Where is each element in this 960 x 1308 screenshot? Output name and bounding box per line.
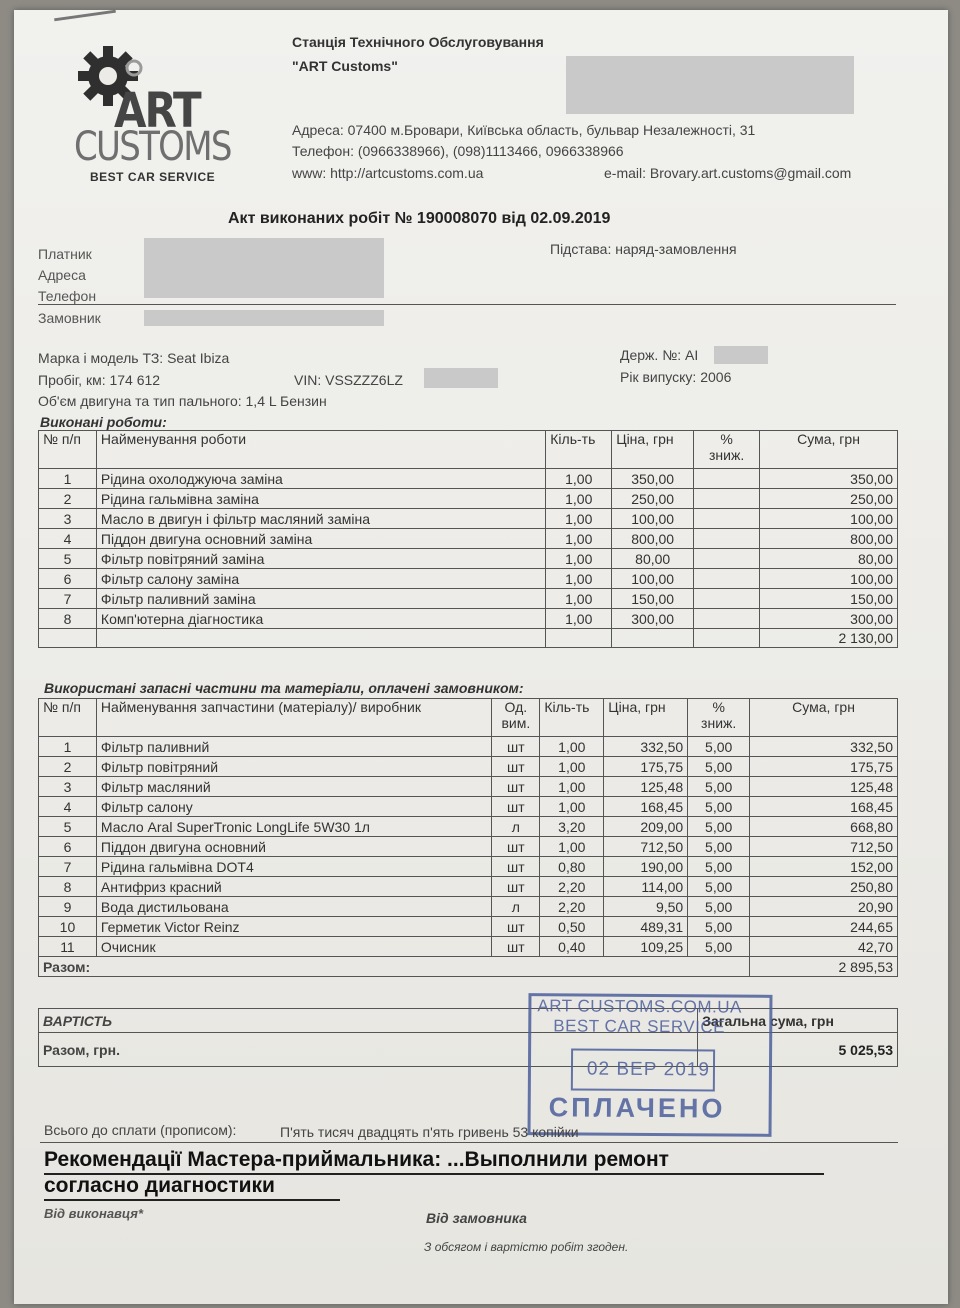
table-cell: 350,00: [612, 469, 694, 489]
table-cell: 114,00: [604, 877, 688, 897]
table-cell: 1,00: [546, 569, 612, 589]
paid-stamp: [528, 993, 773, 1137]
col-header-number: № п/п: [39, 431, 97, 469]
works-total-blank: [39, 629, 97, 648]
table-cell: [694, 549, 760, 569]
table-cell: 80,00: [612, 549, 694, 569]
table-cell: 712,50: [604, 837, 688, 857]
table-cell: 150,00: [760, 589, 898, 609]
table-cell: 1,00: [540, 797, 604, 817]
parts-total-value: 2 895,53: [750, 957, 898, 977]
table-cell: 5,00: [688, 757, 750, 777]
table-cell: 80,00: [760, 549, 898, 569]
table-cell: 100,00: [612, 509, 694, 529]
table-cell: [694, 469, 760, 489]
works-section-title: Виконані роботи:: [40, 414, 167, 430]
table-row: [39, 877, 898, 897]
table-cell: 489,31: [604, 917, 688, 937]
in-words-value: П'ять тисяч двадцять п'ять гривень 53 копійки: [280, 1124, 579, 1140]
table-cell: 175,75: [750, 757, 898, 777]
works-total-blank: [694, 629, 760, 648]
table-cell: 8: [39, 877, 97, 897]
redacted-customer: [144, 310, 384, 326]
table-cell: Рідина гальмівна заміна: [96, 489, 545, 509]
redacted-plate: [714, 346, 768, 364]
company-phone: Телефон: (0966338966), (098)1113466, 0966338966: [292, 143, 624, 159]
table-cell: Масло Aral SuperTronic LongLife 5W30 1л: [96, 817, 491, 837]
table-cell: 125,48: [604, 777, 688, 797]
table-cell: шт: [492, 797, 540, 817]
table-cell: 2,20: [540, 877, 604, 897]
table-row: [39, 917, 898, 937]
table-cell: Комп'ютерна діагностика: [96, 609, 545, 629]
stamp-line2: BEST CAR SERVICE: [553, 1016, 726, 1037]
works-total-row: [39, 629, 898, 648]
table-cell: 152,00: [750, 857, 898, 877]
table-cell: 0,50: [540, 917, 604, 937]
parts-table: [38, 698, 898, 977]
label-phone: Телефон: [38, 288, 97, 304]
col-header-part-name: Найменування запчастини (матеріалу)/ виробник: [96, 699, 491, 737]
table-cell: Фільтр салону: [96, 797, 491, 817]
table-cell: 250,80: [750, 877, 898, 897]
table-cell: 1,00: [546, 549, 612, 569]
table-cell: Очисник: [96, 937, 491, 957]
table-cell: 5,00: [688, 917, 750, 937]
redacted-client: [144, 238, 384, 298]
table-cell: 209,00: [604, 817, 688, 837]
table-cell: 1,00: [546, 469, 612, 489]
company-brand: "ART Customs": [292, 58, 398, 74]
table-cell: Фільтр повітряний заміна: [96, 549, 545, 569]
table-cell: 2: [39, 489, 97, 509]
parts-rows: [39, 737, 898, 957]
stamp-paid: СПЛАЧЕНО: [548, 1092, 726, 1124]
company-name: Станція Технічного Обслуговування: [292, 34, 544, 50]
col-header-unit: [492, 699, 540, 737]
table-cell: 1,00: [546, 589, 612, 609]
table-cell: 1,00: [546, 529, 612, 549]
table-cell: 250,00: [612, 489, 694, 509]
table-cell: [694, 489, 760, 509]
table-cell: 1,00: [540, 777, 604, 797]
logo-tagline: BEST CAR SERVICE: [90, 170, 216, 184]
works-total-blank: [612, 629, 694, 648]
table-cell: [694, 529, 760, 549]
vehicle-mileage: Пробіг, км: 174 612: [38, 372, 161, 388]
col-header-discount: [688, 699, 750, 737]
table-cell: 1,00: [546, 509, 612, 529]
col-header-discount: [694, 431, 760, 469]
table-cell: 0,80: [540, 857, 604, 877]
signature-customer: Від замовника: [426, 1210, 527, 1226]
label-customer: Замовник: [38, 310, 101, 326]
table-cell: 5,00: [688, 857, 750, 877]
company-address: Адреса: 07400 м.Бровари, Київська область, бульвар Незалежності, 31: [292, 122, 756, 138]
table-cell: Піддон двигуна основний заміна: [96, 529, 545, 549]
table-cell: 1,00: [546, 489, 612, 509]
company-email: e-mail: Brovary.art.customs@gmail.com: [604, 165, 852, 181]
label-payer: Платник: [38, 246, 92, 262]
vehicle-plate: Держ. №: AI: [620, 347, 699, 363]
table-cell: 332,50: [604, 737, 688, 757]
table-cell: 800,00: [760, 529, 898, 549]
stamp-date: 02 ВЕР 2019: [586, 1058, 711, 1081]
col-header-price: Ціна, грн: [612, 431, 694, 469]
table-cell: Фільтр салону заміна: [96, 569, 545, 589]
col-header-qty: Кіль-ть: [540, 699, 604, 737]
parts-header-row: [39, 699, 898, 737]
table-cell: Масло в двигун і фільтр масляний заміна: [96, 509, 545, 529]
table-cell: шт: [492, 757, 540, 777]
works-rows: [39, 469, 898, 629]
table-cell: 100,00: [612, 569, 694, 589]
table-cell: 20,90: [750, 897, 898, 917]
col-header-work-name: Найменування роботи: [96, 431, 545, 469]
table-cell: 244,65: [750, 917, 898, 937]
table-cell: 2: [39, 757, 97, 777]
col-header-unit-sub: вим.: [501, 715, 531, 731]
table-cell: 1,00: [540, 737, 604, 757]
recommendation-line1: Рекомендації Мастера-приймальника: ...Выполнили ремонт: [44, 1148, 669, 1171]
table-cell: 250,00: [760, 489, 898, 509]
table-cell: шт: [492, 917, 540, 937]
redacted-vin: [424, 368, 498, 388]
table-cell: Рідина гальмівна DOT4: [96, 857, 491, 877]
table-cell: 0,40: [540, 937, 604, 957]
table-cell: 800,00: [612, 529, 694, 549]
divider-line: [38, 304, 896, 305]
table-row: [39, 937, 898, 957]
table-cell: шт: [492, 737, 540, 757]
table-cell: л: [492, 897, 540, 917]
redacted-block: [566, 56, 854, 114]
table-cell: 4: [39, 529, 97, 549]
table-cell: 5,00: [688, 937, 750, 957]
col-header-sum: Сума, грн: [750, 699, 898, 737]
table-row: [39, 569, 898, 589]
company-website: www: http://artcustoms.com.ua: [292, 165, 484, 181]
table-row: [39, 509, 898, 529]
grand-total-label: Загальна сума, грн: [698, 1009, 898, 1033]
table-cell: 2,20: [540, 897, 604, 917]
col-header-discount-pct: %: [712, 699, 725, 715]
col-header-qty: Кіль-ть: [546, 431, 612, 469]
table-cell: 668,80: [750, 817, 898, 837]
table-cell: 5,00: [688, 737, 750, 757]
table-cell: 5,00: [688, 877, 750, 897]
table-cell: 42,70: [750, 937, 898, 957]
table-cell: 100,00: [760, 509, 898, 529]
vehicle-vin: VIN: VSSZZZ6LZ: [294, 372, 403, 388]
recommendation-underline: [44, 1199, 340, 1201]
table-row: [39, 737, 898, 757]
table-cell: 4: [39, 797, 97, 817]
signature-executor: Від виконавця*: [44, 1206, 144, 1221]
table-row: [39, 897, 898, 917]
vehicle-model: Марка і модель ТЗ: Seat Ibiza: [38, 350, 230, 366]
table-cell: 5,00: [688, 837, 750, 857]
col-header-sum: Сума, грн: [760, 431, 898, 469]
table-cell: 8: [39, 609, 97, 629]
works-total-blank: [96, 629, 545, 648]
table-cell: 10: [39, 917, 97, 937]
table-cell: Піддон двигуна основний: [96, 837, 491, 857]
vehicle-engine: Об'єм двигуна та тип пального: 1,4 L Бензин: [38, 393, 327, 409]
table-row: [39, 489, 898, 509]
table-cell: 190,00: [604, 857, 688, 877]
table-row: [39, 529, 898, 549]
table-cell: 3: [39, 777, 97, 797]
table-cell: 1,00: [540, 757, 604, 777]
table-row: [39, 817, 898, 837]
invoice-page: [14, 10, 948, 1304]
col-header-discount-pct: %: [720, 431, 733, 447]
table-cell: 1,00: [540, 837, 604, 857]
table-row: [39, 797, 898, 817]
table-row: [39, 757, 898, 777]
cost-sum-label: Разом, грн.: [39, 1033, 698, 1067]
divider-line: [40, 1142, 898, 1143]
col-header-discount-label: зниж.: [709, 447, 745, 463]
table-cell: Фільтр паливний: [96, 737, 491, 757]
document-title: Акт виконаних робіт № 190008070 від 02.09.2019: [228, 210, 611, 227]
table-cell: 332,50: [750, 737, 898, 757]
logo-art: ART: [114, 82, 200, 139]
table-cell: 1: [39, 469, 97, 489]
table-cell: 712,50: [750, 837, 898, 857]
table-cell: 150,00: [612, 589, 694, 609]
stamp-date-box: [571, 1048, 715, 1091]
logo-customs: CUSTOMS: [74, 124, 231, 170]
table-cell: [694, 589, 760, 609]
table-cell: 6: [39, 569, 97, 589]
table-cell: шт: [492, 857, 540, 877]
works-header-row: [39, 431, 898, 469]
table-cell: 100,00: [760, 569, 898, 589]
table-row: [39, 549, 898, 569]
col-header-unit-label: Од.: [504, 699, 528, 715]
document-basis: Підстава: наряд-замовлення: [550, 241, 737, 257]
table-cell: 5: [39, 817, 97, 837]
table-row: [39, 469, 898, 489]
table-cell: 300,00: [760, 609, 898, 629]
table-row: [39, 589, 898, 609]
table-cell: шт: [492, 837, 540, 857]
table-cell: 350,00: [760, 469, 898, 489]
table-row: [39, 837, 898, 857]
table-cell: 5: [39, 549, 97, 569]
recommendation-line2: согласно диагностики: [44, 1174, 275, 1197]
cost-sum-value: 5 025,53: [698, 1033, 898, 1067]
table-cell: л: [492, 817, 540, 837]
table-row: [39, 857, 898, 877]
table-cell: 168,45: [604, 797, 688, 817]
table-cell: 1,00: [546, 609, 612, 629]
works-total-blank: [546, 629, 612, 648]
table-cell: Герметик Victor Reinz: [96, 917, 491, 937]
table-cell: Фільтр паливний заміна: [96, 589, 545, 609]
col-header-price: Ціна, грн: [604, 699, 688, 737]
table-cell: 125,48: [750, 777, 898, 797]
table-cell: [694, 609, 760, 629]
table-cell: 11: [39, 937, 97, 957]
table-cell: 5,00: [688, 777, 750, 797]
table-cell: 109,25: [604, 937, 688, 957]
works-table: [38, 430, 898, 648]
table-cell: 3: [39, 509, 97, 529]
table-cell: Фільтр масляний: [96, 777, 491, 797]
company-logo: [70, 40, 240, 190]
parts-total-label: Разом:: [39, 957, 750, 977]
table-cell: 1: [39, 737, 97, 757]
label-address: Адреса: [38, 267, 86, 283]
col-header-discount-label: зниж.: [701, 715, 737, 731]
table-cell: 7: [39, 589, 97, 609]
parts-section-title: Використані запасні частини та матеріали, оплачені замовником:: [44, 680, 524, 696]
parts-total-row: [39, 957, 898, 977]
cost-title: ВАРТІСТЬ: [39, 1009, 698, 1033]
table-cell: Фільтр повітряний: [96, 757, 491, 777]
table-cell: 5,00: [688, 797, 750, 817]
table-cell: 9,50: [604, 897, 688, 917]
pen-mark: [54, 10, 116, 22]
table-row: [39, 609, 898, 629]
table-cell: 6: [39, 837, 97, 857]
signature-agreement: З обсягом і вартістю робіт згоден.: [424, 1240, 629, 1254]
table-cell: 300,00: [612, 609, 694, 629]
table-cell: шт: [492, 877, 540, 897]
table-cell: шт: [492, 777, 540, 797]
table-cell: 9: [39, 897, 97, 917]
table-cell: 175,75: [604, 757, 688, 777]
table-cell: 5,00: [688, 897, 750, 917]
table-row: [39, 777, 898, 797]
table-cell: [694, 569, 760, 589]
table-cell: [694, 509, 760, 529]
works-total-value: 2 130,00: [760, 629, 898, 648]
col-header-number: № п/п: [39, 699, 97, 737]
in-words-label: Всього до сплати (прописом):: [44, 1122, 237, 1138]
stamp-line1: ART CUSTOMS.COM.UA: [537, 996, 743, 1017]
table-cell: Вода дистильована: [96, 897, 491, 917]
table-cell: 5,00: [688, 817, 750, 837]
vehicle-year: Рік випуску: 2006: [620, 369, 732, 385]
table-cell: 7: [39, 857, 97, 877]
table-cell: Антифриз красний: [96, 877, 491, 897]
table-cell: Рідина охолоджуюча заміна: [96, 469, 545, 489]
table-cell: 168,45: [750, 797, 898, 817]
table-cell: шт: [492, 937, 540, 957]
table-cell: 3,20: [540, 817, 604, 837]
